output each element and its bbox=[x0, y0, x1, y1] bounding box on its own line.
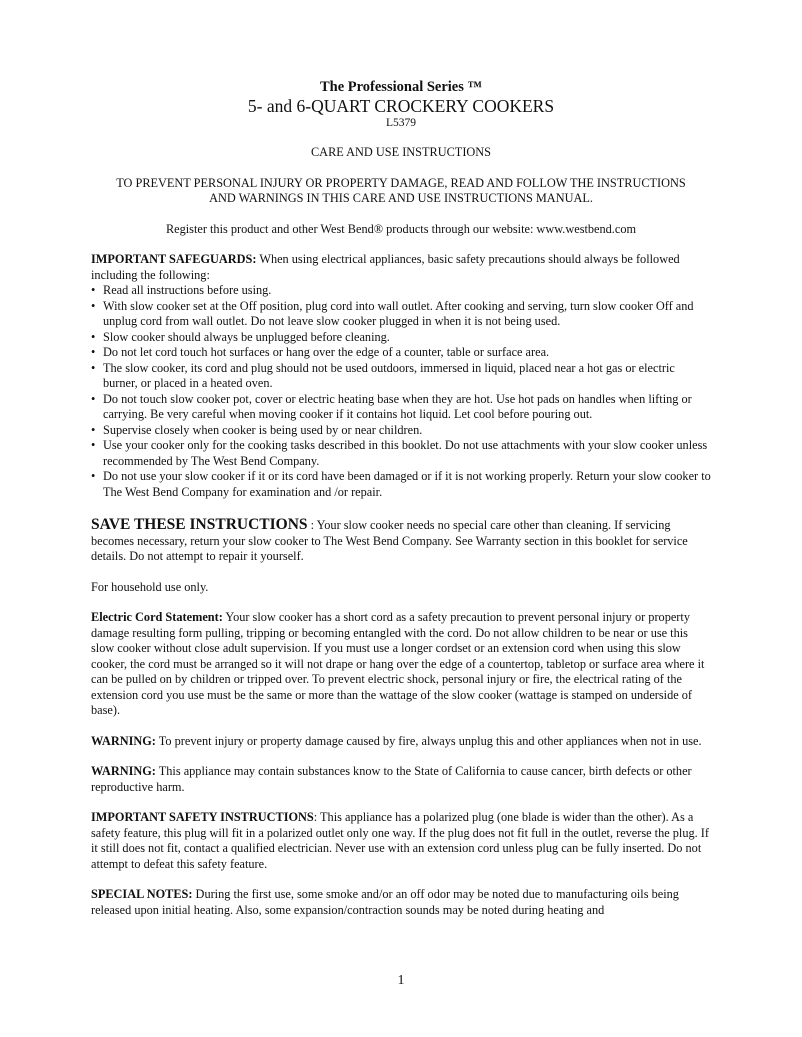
bullet-icon: • bbox=[91, 345, 96, 359]
safeguards-section bbox=[91, 252, 711, 500]
list-item-text: Supervise closely when cooker is being used by or near children. bbox=[103, 422, 423, 437]
top-warning bbox=[91, 176, 711, 207]
warning-california-paragraph bbox=[91, 764, 711, 795]
list-item-text: Do not touch slow cooker pot, cover or electric heating base when they are hot. Use hot pads on handles when lifting or carrying. Be very careful when moving cooker if it contains hot liquid. Let cool before pouring out. bbox=[103, 391, 692, 421]
list-item-text: Slow cooker should always be unplugged before cleaning. bbox=[103, 329, 390, 344]
bullet-icon: • bbox=[91, 469, 96, 483]
bullet-icon: • bbox=[91, 298, 96, 313]
document-header bbox=[91, 78, 711, 237]
save-instructions-text: : Your slow cooker needs no special care other than cleaning. If servicing becomes necessary, return your slow cooker to The West Bend Company. See Warranty section in this booklet for service details. Do not attempt to repair it yourself. bbox=[91, 518, 688, 563]
list-item bbox=[91, 469, 711, 500]
safety-instructions-label: IMPORTANT SAFETY INSTRUCTIONS bbox=[91, 810, 314, 824]
special-notes-paragraph bbox=[91, 887, 711, 918]
list-item-text: The slow cooker, its cord and plug should not be used outdoors, immersed in liquid, placed near a hot gas or electric burner, or placed in a heated oven. bbox=[103, 360, 675, 390]
safeguards-intro bbox=[91, 252, 711, 283]
bullet-icon: • bbox=[91, 329, 96, 344]
bullet-icon: • bbox=[91, 422, 96, 437]
list-item-text: Do not use your slow cooker if it or its cord have been damaged or if it is not working properly. Return your slow cooker to The West Bend Company for examination and /or repair. bbox=[103, 469, 711, 499]
list-item bbox=[91, 423, 711, 439]
cord-statement-text: Your slow cooker has a short cord as a safety precaution to prevent personal injury or property damage resulting form pulling, tripping or becoming entangled with the cord. Do not allow children to be near or use this slow cooker without close adult supervision. If you must use a longer cordset or an extension cord when using this slow cooker, the cord must be arranged so it will not drape or hang over the edge of a countertop, tabletop or surface area where it can be pulled on by children or tripped over. To prevent electric shock, personal injury or fire, the electrical rating of the extension cord you use must be the same or more than the wattage of the slow cooker (wattage is stamped on underside of base). bbox=[91, 610, 705, 717]
register-line: Register this product and other West Bend® products through our website: www.westbend.com bbox=[165, 221, 637, 236]
bullet-icon: • bbox=[91, 283, 96, 297]
list-item-text: With slow cooker set at the Off position, plug cord into wall outlet. After cooking and serving, turn slow cooker Off and unplug cord from wall outlet. Do not leave slow cooker plugged in when it is not being used. bbox=[103, 298, 694, 328]
top-warning-line: AND WARNINGS IN THIS CARE AND USE INSTRUCTIONS MANUAL. bbox=[209, 191, 593, 205]
cord-statement-label: Electric Cord Statement: bbox=[91, 610, 223, 624]
warning-label: WARNING: bbox=[91, 733, 156, 748]
document-page bbox=[91, 78, 711, 918]
household-note: For household use only. bbox=[91, 579, 209, 594]
top-warning-line: TO PREVENT PERSONAL INJURY OR PROPERTY DAMAGE, READ AND FOLLOW THE INSTRUCTIONS bbox=[116, 175, 686, 190]
safety-instructions-paragraph bbox=[91, 810, 711, 872]
care-heading: CARE AND USE INSTRUCTIONS bbox=[310, 145, 492, 159]
safety-instructions-text: : This appliance has a polarized plug (one blade is wider than the other). As a safety feature, this plug will fit in a polarized outlet only one way. If the plug does not fit full in the outlet, reverse the plug. If it still does not fit, contact a qualified electrician. Never use with an extension cord unless plug can be fully inserted. Do not attempt to defeat this safety feature. bbox=[91, 810, 709, 871]
list-item bbox=[91, 345, 711, 361]
save-instructions-paragraph bbox=[91, 517, 711, 565]
warning-label: WARNING: bbox=[91, 764, 156, 778]
list-item bbox=[91, 283, 711, 299]
list-item bbox=[91, 361, 711, 392]
special-notes-text: During the first use, some smoke and/or an off odor may be noted due to manufacturing oils being released upon initial heating. Also, some expansion/contraction sounds may be noted during heating and bbox=[91, 887, 679, 917]
list-item-text: Read all instructions before using. bbox=[103, 283, 272, 297]
list-item bbox=[91, 438, 711, 469]
list-item bbox=[91, 299, 711, 330]
safeguards-label: IMPORTANT SAFEGUARDS: bbox=[91, 252, 257, 266]
warning-text: To prevent injury or property damage caused by fire, always unplug this and other appliances when not in use. bbox=[155, 733, 702, 748]
list-item-text: Do not let cord touch hot surfaces or hang over the edge of a counter, table or surface area. bbox=[103, 345, 550, 359]
cord-statement-paragraph bbox=[91, 610, 711, 719]
bullet-icon: • bbox=[91, 360, 96, 375]
page-number: 1 bbox=[397, 973, 405, 988]
warning-text: This appliance may contain substances know to the State of California to cause cancer, birth defects or other reproductive harm. bbox=[91, 764, 692, 794]
save-instructions-label: SAVE THESE INSTRUCTIONS bbox=[91, 516, 308, 533]
bullet-icon: • bbox=[91, 391, 96, 406]
model-number: L5379 bbox=[385, 117, 417, 129]
list-item bbox=[91, 392, 711, 423]
bullet-icon: • bbox=[91, 438, 96, 452]
series-title: The Professional Series ™ bbox=[319, 79, 483, 95]
safeguards-list bbox=[91, 283, 711, 500]
warning-fire-paragraph bbox=[91, 734, 711, 750]
document-title: 5- and 6-QUART CROCKERY COOKERS bbox=[247, 96, 555, 116]
list-item bbox=[91, 330, 711, 346]
special-notes-label: SPECIAL NOTES: bbox=[91, 887, 193, 901]
list-item-text: Use your cooker only for the cooking tasks described in this booklet. Do not use attachments with your slow cooker unless recommended by The West Bend Company. bbox=[103, 438, 708, 468]
safeguards-intro-text: When using electrical appliances, basic safety precautions should always be followed including the following: bbox=[91, 252, 680, 282]
